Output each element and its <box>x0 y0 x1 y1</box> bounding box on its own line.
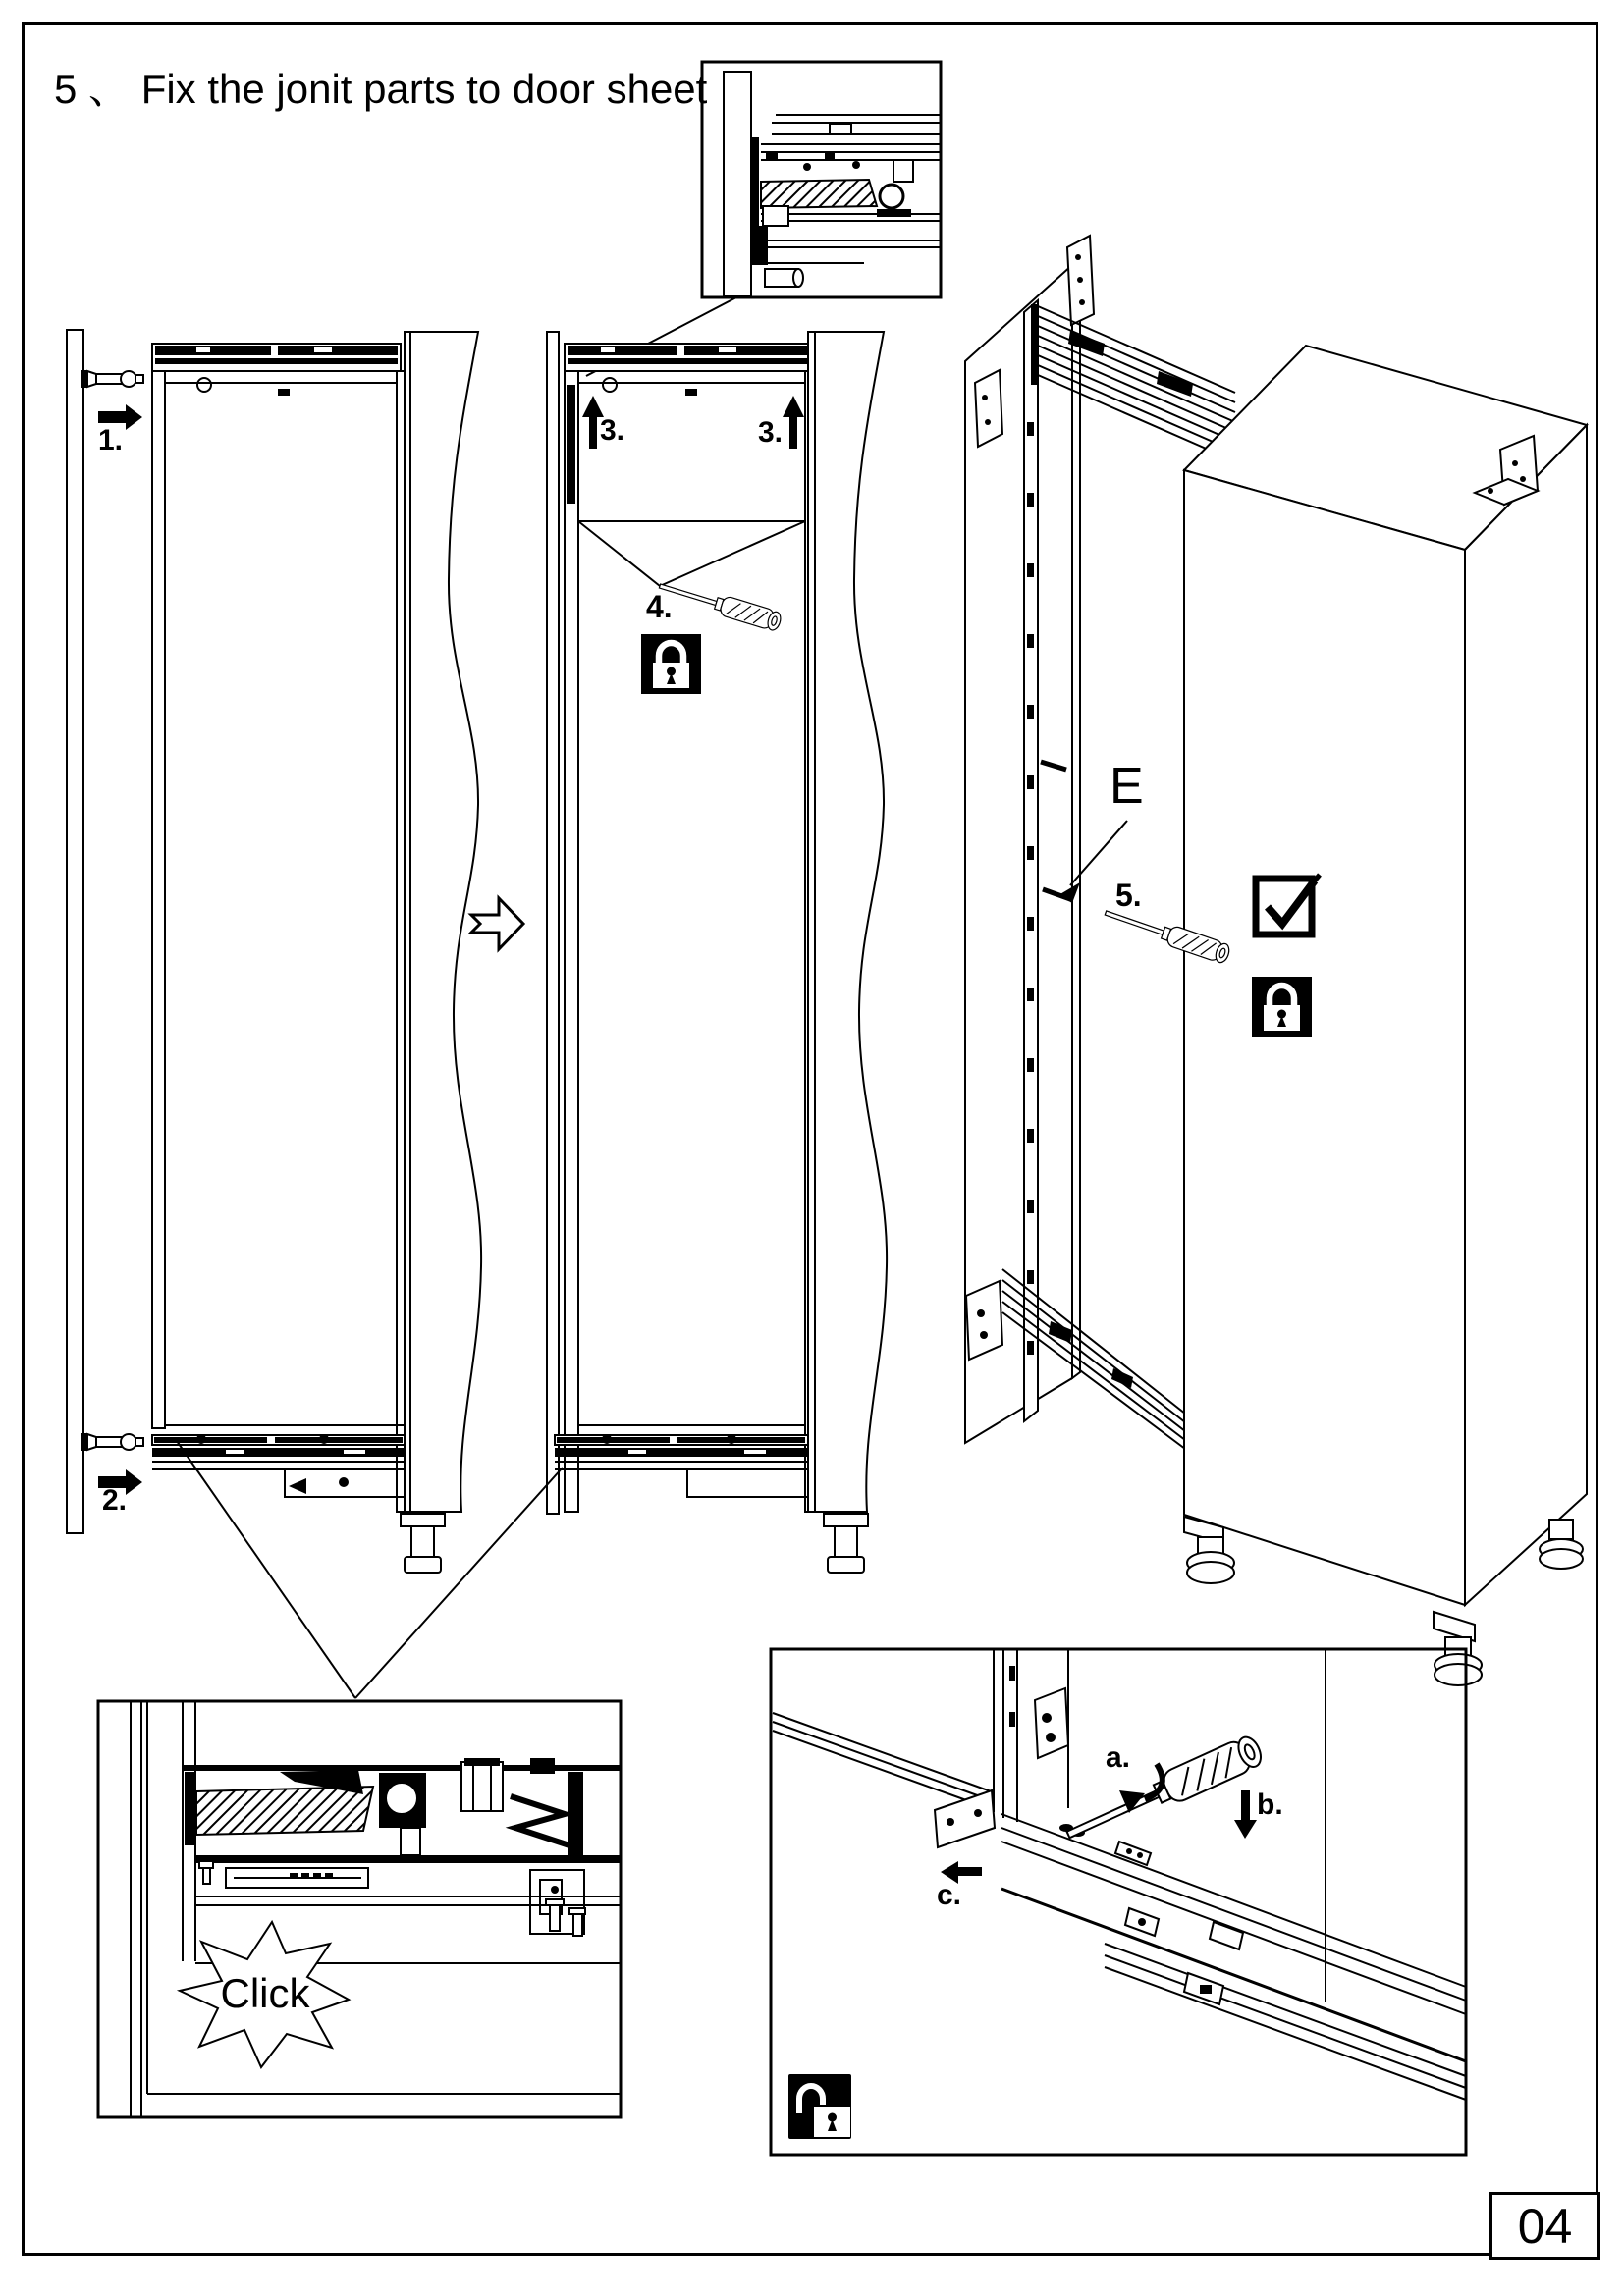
substep-c-label: c. <box>937 1879 962 1911</box>
checked-checkbox-icon <box>1256 875 1320 934</box>
door-frame <box>152 371 405 1512</box>
part-e-label: E <box>1110 758 1144 815</box>
screwdriver-icon-release <box>1061 1733 1266 1849</box>
callout-line-left <box>177 1441 355 1698</box>
top-rail-assembly <box>152 344 401 371</box>
down-arrow-icon <box>1234 1790 1257 1839</box>
mounting-plate <box>1067 236 1094 325</box>
door-frame <box>565 371 815 1512</box>
foot-bracket <box>824 1514 868 1526</box>
screw-icon-step1 <box>81 370 143 388</box>
door-sheet <box>808 332 887 1573</box>
closed-padlock-icon <box>641 634 701 694</box>
open-padlock-icon <box>788 2074 851 2139</box>
door-post <box>994 1649 1068 1822</box>
foot-bracket <box>401 1514 445 1526</box>
up-arrow-icon-right <box>783 396 804 449</box>
corner-detail-box <box>771 1649 1466 2155</box>
latch-detail-box <box>98 1701 621 2117</box>
step-1-label: 1. <box>98 424 124 456</box>
spring <box>511 1796 569 1845</box>
side-bracket <box>975 370 1002 447</box>
screw-bracket <box>530 1870 585 1936</box>
foot-pad <box>405 1557 441 1573</box>
screw-icon-step2 <box>81 1433 143 1451</box>
middle-door-elevation <box>547 332 887 1573</box>
step-2-label: 2. <box>102 1484 128 1517</box>
right-block-arrow-icon <box>471 898 523 949</box>
page-number: 04 <box>1517 2198 1573 2254</box>
wall-strip <box>67 330 83 1533</box>
fold-line-left <box>578 521 660 586</box>
fold-line-right <box>660 521 805 586</box>
wall-strip <box>547 332 559 1514</box>
screwdriver-icon-step4 <box>657 576 783 632</box>
foot-pad <box>828 1557 864 1573</box>
back-rail <box>773 1713 995 1847</box>
step-3-right-label: 3. <box>758 416 784 449</box>
door-sheet <box>401 332 481 1573</box>
cabinet-box <box>1184 346 1587 1605</box>
foot-stem <box>411 1526 434 1557</box>
closed-padlock-icon <box>1252 977 1312 1037</box>
step-3-left-label: 3. <box>600 414 625 447</box>
step-4-label: 4. <box>646 589 673 624</box>
bottom-rail-assembly <box>555 1425 813 1497</box>
foot-stem <box>835 1526 857 1557</box>
page-number-box <box>1489 2192 1600 2260</box>
click-label: Click <box>220 1970 310 2016</box>
bottom-corner-rail <box>1001 1814 1466 2100</box>
substep-b-label: b. <box>1257 1789 1283 1821</box>
left-door-elevation <box>67 330 481 1573</box>
substep-a-label: a. <box>1106 1741 1131 1774</box>
top-rail-assembly <box>565 344 813 371</box>
step-5-label: 5. <box>1115 878 1142 913</box>
page-title: 5 、 Fix the jonit parts to door sheet <box>54 66 708 112</box>
cabinet-perspective <box>965 236 1587 1685</box>
latch-mechanism <box>185 1758 583 1863</box>
